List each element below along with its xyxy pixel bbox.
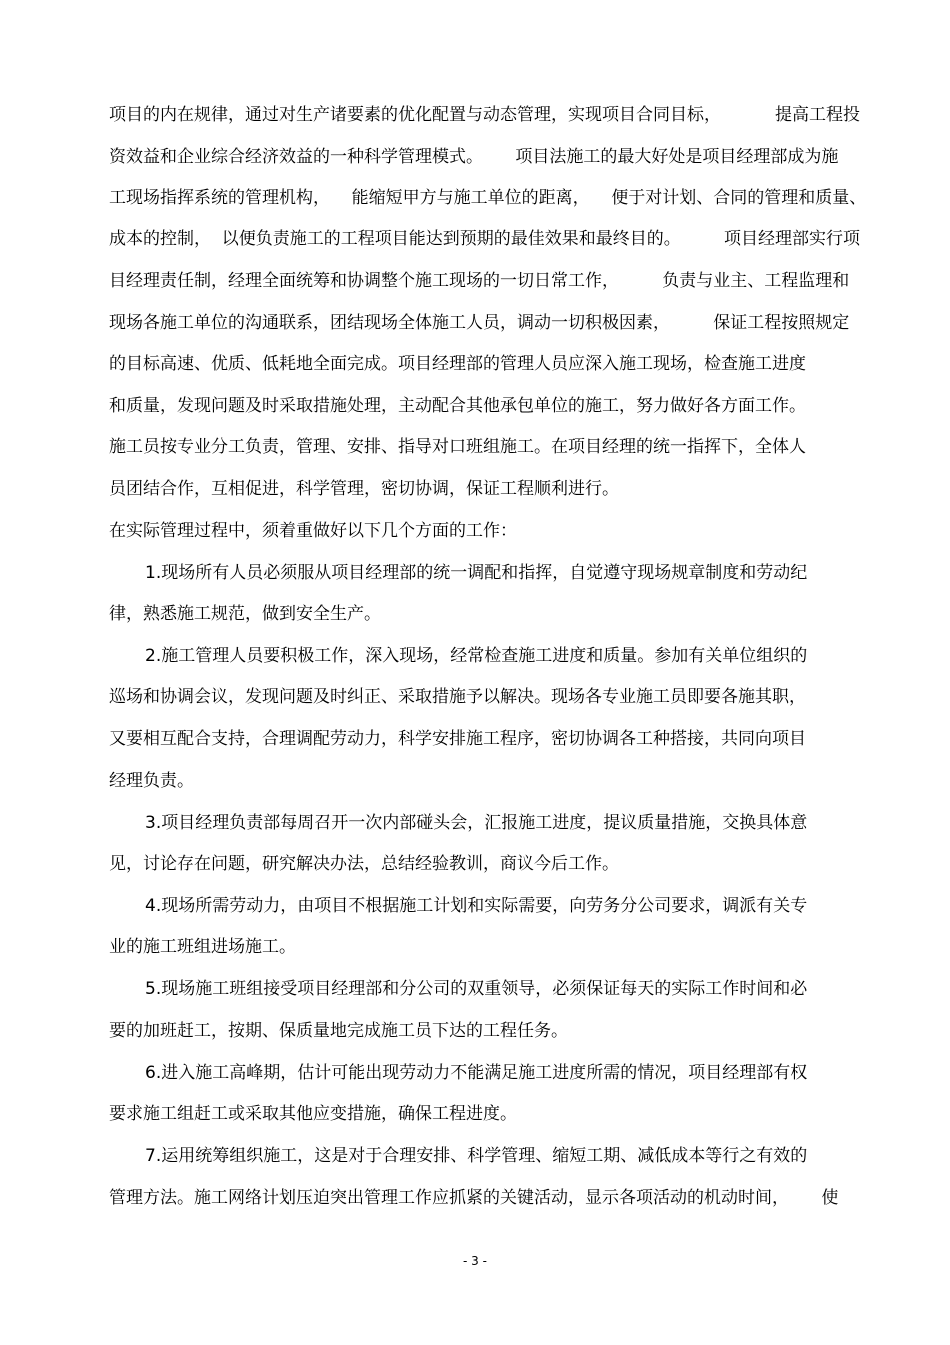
- item-3-line-2: 见，讨论存在问题，研究解决办法，总结经验教训，商议今后工作。: [109, 854, 619, 874]
- item-2-line-2: 巡场和协调会议，发现问题及时纠正、采取措施予以解决。现场各专业施工员即要各施其职，: [109, 687, 806, 707]
- body-line-9: 施工员按专业分工负责，管理、安排、指导对口班组施工。在项目经理的统一指挥下，全体人: [109, 437, 806, 457]
- body-line-6: 现场各施工单位的沟通联系，团结现场全体施工人员，调动一切积极因素， 保证工程按照规定: [109, 313, 850, 333]
- body-line-7: 的目标高速、优质、低耗地全面完成。项目经理部的管理人员应深入施工现场，检查施工进度: [109, 354, 806, 374]
- body-line-3: 工现场指挥系统的管理机构， 能缩短甲方与施工单位的距离， 便于对计划、合同的管理和质量、: [109, 188, 867, 208]
- page-number: - 3 -: [463, 1254, 487, 1268]
- section-intro: 在实际管理过程中，须着重做好以下几个方面的工作：: [109, 521, 517, 541]
- item-4-line-2: 业的施工班组进场施工。: [109, 937, 296, 957]
- item-5-line-2: 要的加班赶工，按期、保质量地完成施工员下达的工程任务。: [109, 1021, 568, 1041]
- body-line-1: 项目的内在规律，通过对生产诸要素的优化配置与动态管理，实现项目合同目标， 提高工程投: [109, 105, 861, 125]
- item-5-line-1: 5.现场施工班组接受项目经理部和分公司的双重领导，必须保证每天的实际工作时间和必: [145, 979, 808, 999]
- body-line-10: 员团结合作，互相促进，科学管理，密切协调，保证工程顺利进行。: [109, 479, 619, 499]
- item-1-line-1: 1.现场所有人员必须服从项目经理部的统一调配和指挥，自觉遵守现场规章制度和劳动纪: [145, 563, 808, 583]
- item-3-line-1: 3.项目经理负责部每周召开一次内部碰头会，汇报施工进度，提议质量措施，交换具体意: [145, 813, 808, 833]
- body-line-2: 资效益和企业综合经济效益的一种科学管理模式。 项目法施工的最大好处是项目经理部成为施: [109, 147, 839, 167]
- body-line-5: 目经理责任制，经理全面统筹和协调整个施工现场的一切日常工作， 负责与业主、工程监理和: [109, 271, 850, 291]
- item-7-line-2: 管理方法。施工网络计划压迫突出管理工作应抓紧的关键活动，显示各项活动的机动时间， 使: [109, 1188, 839, 1208]
- item-2-line-4: 经理负责。: [109, 771, 194, 791]
- item-2-line-3: 又要相互配合支持，合理调配劳动力，科学安排施工程序，密切协调各工种搭接，共同向项目: [109, 729, 806, 749]
- item-2-line-1: 2.施工管理人员要积极工作，深入现场，经常检查施工进度和质量。参加有关单位组织的: [145, 646, 808, 666]
- item-6-line-1: 6.进入施工高峰期，估计可能出现劳动力不能满足施工进度所需的情况，项目经理部有权: [145, 1063, 808, 1083]
- item-4-line-1: 4.现场所需劳动力，由项目不根据施工计划和实际需要，向劳务分公司要求，调派有关专: [145, 896, 808, 916]
- body-line-4: 成本的控制， 以便负责施工的工程项目能达到预期的最佳效果和最终目的。 项目经理部实行项: [109, 229, 861, 249]
- item-6-line-2: 要求施工组赶工或采取其他应变措施，确保工程进度。: [109, 1104, 517, 1124]
- item-7-line-1: 7.运用统筹组织施工，这是对于合理安排、科学管理、缩短工期、减低成本等行之有效的: [145, 1146, 808, 1166]
- body-line-8: 和质量，发现问题及时采取措施处理，主动配合其他承包单位的施工，努力做好各方面工作。: [109, 396, 806, 416]
- item-1-line-2: 律，熟悉施工规范，做到安全生产。: [109, 604, 381, 624]
